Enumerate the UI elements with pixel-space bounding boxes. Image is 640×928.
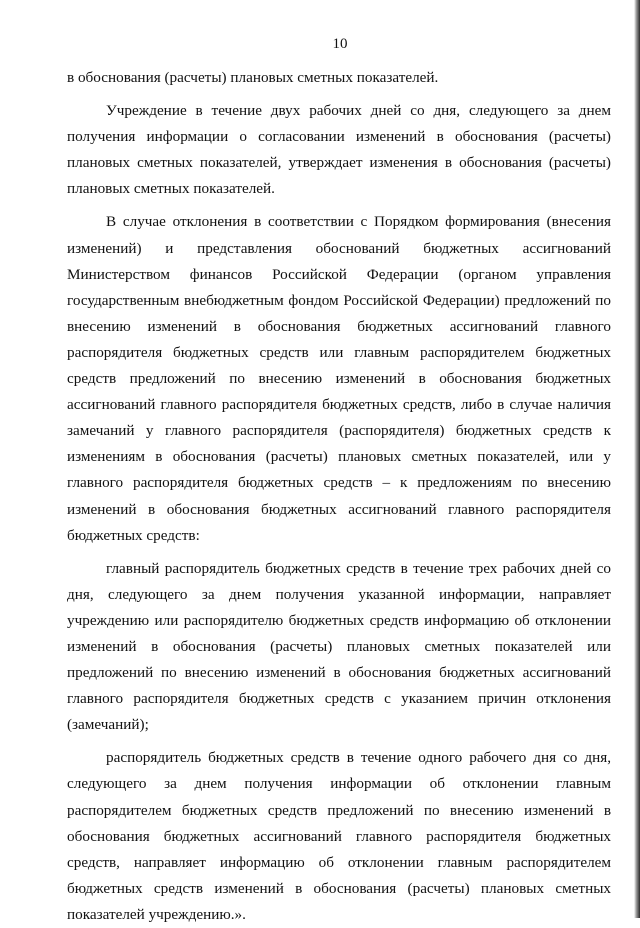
paragraph-continuation: в обоснования (расчеты) плановых сметных показателей. [67,69,439,86]
paragraph-institution-approval: Учреждение в течение двух рабочих дней со дня, следующего за днем получения информации о согласовании изменений в обоснования (расчеты) плановых сметных показателей, утверждает изменения в обоснования (расчеты) плановых сметных показателей. [67,102,611,198]
scan-edge-shadow [634,0,640,918]
paragraph-manager-action: распорядитель бюджетных средств в течение одного рабочего дня со дня, следующего за днем получения информации об отклонении главным распорядителем бюджетных средств предложений по внесению изменений в обоснования бюджетных ассигнований главного распорядителя бюджетных средств, направляет информацию об отклонении главным распорядителем бюджетных средств изменений в обоснования (расчеты) плановых сметных показателей учреждению.». [67,749,611,923]
document-body [67,65,611,928]
paragraph-rejection-case: В случае отклонения в соответствии с Порядком формирования (внесения изменений) и представления обоснований бюджетных ассигнований Министерством финансов Российской Федерации (органом управления государственным внебюджетным фондом Российской Федерации) предложений по внесению изменений в обоснования бюджетных ассигнований главного распорядителя бюджетных средств или главным распорядителем бюджетных средств предложений по внесению изменений в обоснования бюджетных ассигнований главного распорядителя бюджетных средств, либо в случае наличия замечаний у главного распорядителя (распорядителя) бюджетных средств к изменениям в обоснования (расчеты) плановых сметных показателей, или у главного распорядителя бюджетных средств – к предложениям по внесению изменений в обоснования бюджетных ассигнований главного распорядителя бюджетных средств: [67,213,611,544]
paragraph-main-manager-action: главный распорядитель бюджетных средств в течение трех рабочих дней со дня, следующего за днем получения указанной информации, направляет учреждению или распорядителю бюджетных средств информацию об отклонении изменений в обоснования (расчеты) плановых сметных показателей или предложений по внесению изменений в обоснования бюджетных ассигнований главного распорядителя бюджетных средств с указанием причин отклонения (замечаний); [67,559,611,734]
page-number: 10 [332,36,348,52]
